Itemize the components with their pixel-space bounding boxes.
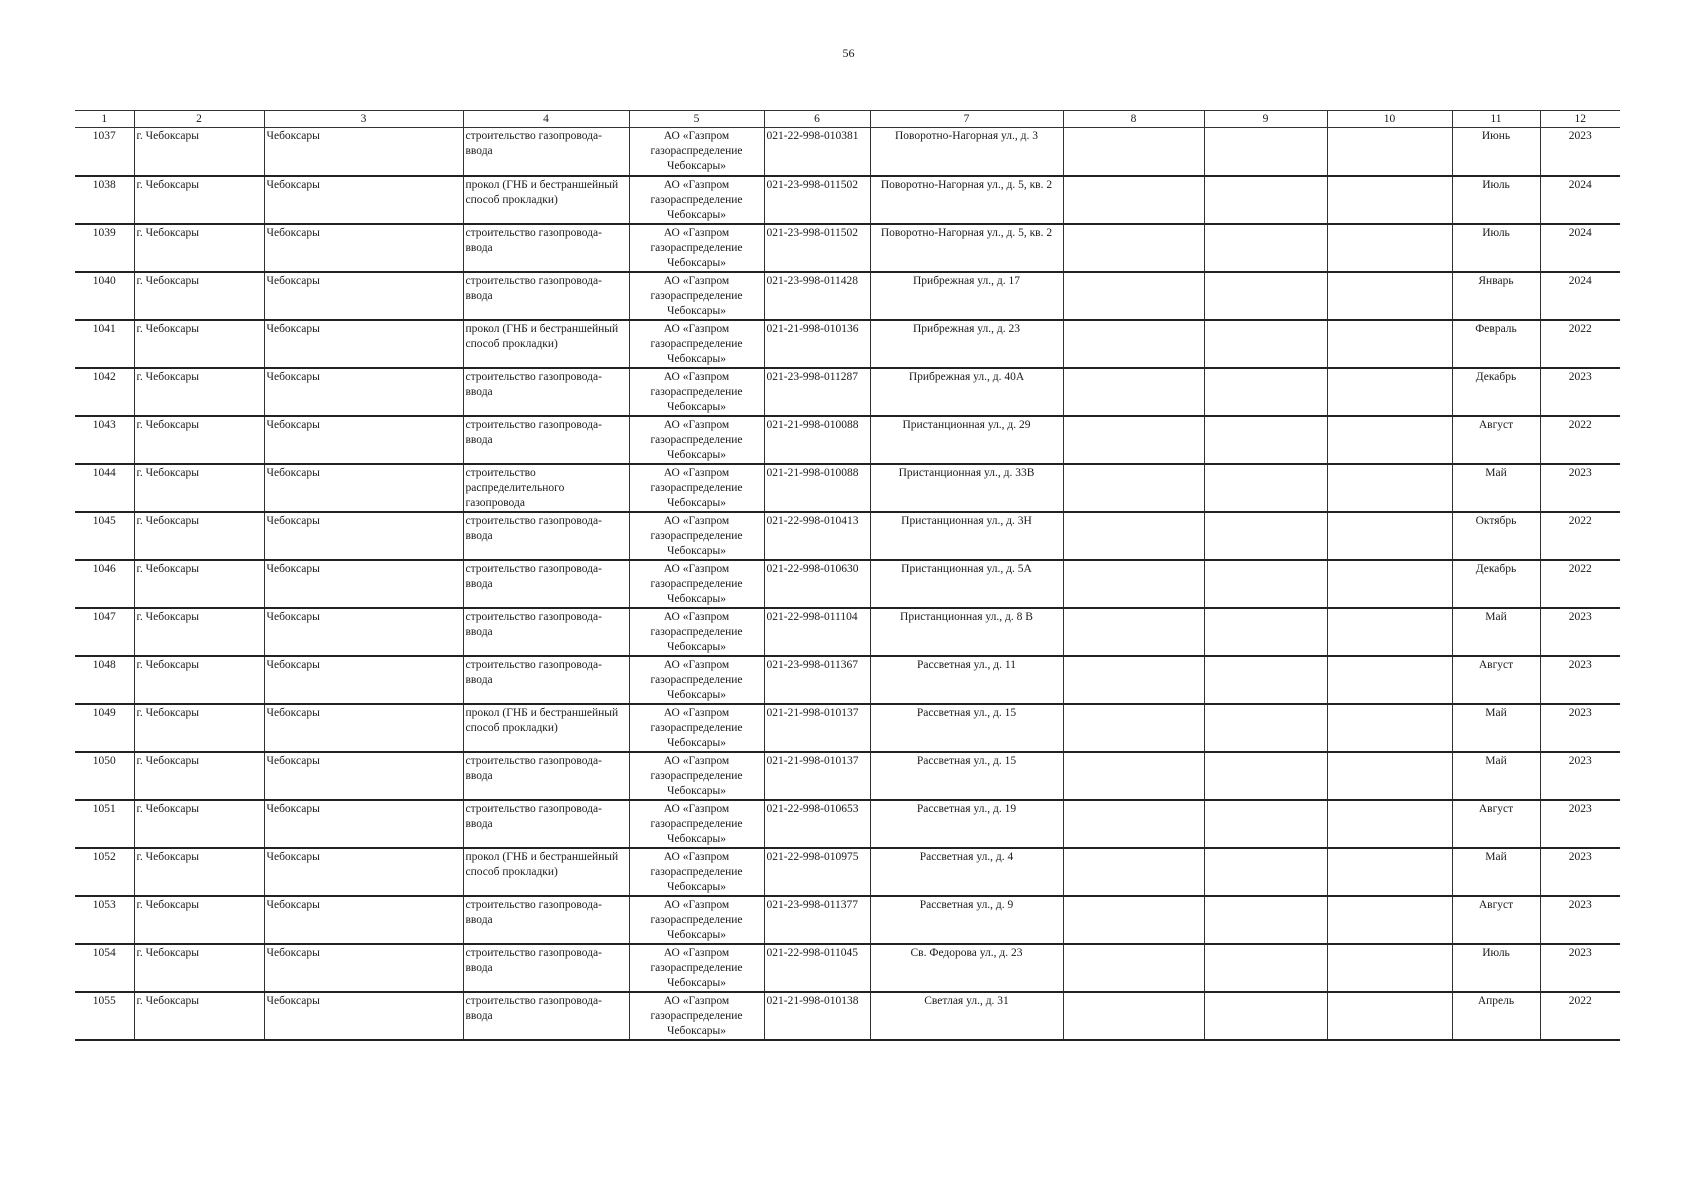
organization-cell: АО «Газпром газораспределение Чебоксары» <box>629 656 764 704</box>
area-cell: Чебоксары <box>264 800 463 848</box>
row-number: 1041 <box>75 320 134 368</box>
column-10-cell <box>1327 512 1452 560</box>
work-type-cell: строительство газопровода-ввода <box>463 416 629 464</box>
column-10-cell <box>1327 464 1452 512</box>
column-9-cell <box>1204 704 1327 752</box>
header-row <box>75 111 1620 128</box>
column-9-cell <box>1204 800 1327 848</box>
organization-cell: АО «Газпром газораспределение Чебоксары» <box>629 368 764 416</box>
month-cell: Июль <box>1452 224 1540 272</box>
column-9-cell <box>1204 512 1327 560</box>
month-cell: Декабрь <box>1452 368 1540 416</box>
year-cell: 2023 <box>1540 464 1620 512</box>
address-cell: Св. Федорова ул., д. 23 <box>870 944 1063 992</box>
address-cell: Пристанционная ул., д. 3Н <box>870 512 1063 560</box>
year-cell: 2022 <box>1540 512 1620 560</box>
work-type-cell: строительство газопровода-ввода <box>463 944 629 992</box>
table-row <box>75 512 1620 560</box>
row-number: 1042 <box>75 368 134 416</box>
column-10-cell <box>1327 608 1452 656</box>
column-header: 2 <box>134 111 264 128</box>
column-8-cell <box>1063 368 1204 416</box>
table-row <box>75 656 1620 704</box>
locality-cell: г. Чебоксары <box>134 944 264 992</box>
column-9-cell <box>1204 944 1327 992</box>
code-cell: 021-23-998-011367 <box>764 656 870 704</box>
locality-cell: г. Чебоксары <box>134 464 264 512</box>
locality-cell: г. Чебоксары <box>134 272 264 320</box>
year-cell: 2022 <box>1540 992 1620 1040</box>
code-cell: 021-21-998-010137 <box>764 752 870 800</box>
work-type-cell: строительство газопровода-ввода <box>463 800 629 848</box>
month-cell: Май <box>1452 464 1540 512</box>
code-cell: 021-22-998-011104 <box>764 608 870 656</box>
column-header: 11 <box>1452 111 1540 128</box>
organization-cell: АО «Газпром газораспределение Чебоксары» <box>629 608 764 656</box>
month-cell: Май <box>1452 704 1540 752</box>
column-8-cell <box>1063 656 1204 704</box>
code-cell: 021-21-998-010088 <box>764 416 870 464</box>
table-row <box>75 944 1620 992</box>
year-cell: 2023 <box>1540 368 1620 416</box>
code-cell: 021-23-998-011287 <box>764 368 870 416</box>
month-cell: Август <box>1452 896 1540 944</box>
work-type-cell: строительство газопровода-ввода <box>463 368 629 416</box>
year-cell: 2022 <box>1540 416 1620 464</box>
area-cell: Чебоксары <box>264 944 463 992</box>
month-cell: Декабрь <box>1452 560 1540 608</box>
locality-cell: г. Чебоксары <box>134 176 264 224</box>
column-8-cell <box>1063 800 1204 848</box>
row-number: 1044 <box>75 464 134 512</box>
area-cell: Чебоксары <box>264 320 463 368</box>
organization-cell: АО «Газпром газораспределение Чебоксары» <box>629 704 764 752</box>
code-cell: 021-21-998-010088 <box>764 464 870 512</box>
row-number: 1043 <box>75 416 134 464</box>
column-10-cell <box>1327 848 1452 896</box>
work-type-cell: строительство газопровода-ввода <box>463 752 629 800</box>
column-10-cell <box>1327 992 1452 1040</box>
address-cell: Светлая ул., д. 31 <box>870 992 1063 1040</box>
column-header: 1 <box>75 111 134 128</box>
area-cell: Чебоксары <box>264 704 463 752</box>
column-10-cell <box>1327 560 1452 608</box>
column-10-cell <box>1327 704 1452 752</box>
area-cell: Чебоксары <box>264 608 463 656</box>
year-cell: 2022 <box>1540 560 1620 608</box>
address-cell: Рассветная ул., д. 4 <box>870 848 1063 896</box>
row-number: 1053 <box>75 896 134 944</box>
column-8-cell <box>1063 176 1204 224</box>
column-header: 4 <box>463 111 629 128</box>
column-header: 8 <box>1063 111 1204 128</box>
work-type-cell: прокол (ГНБ и бестраншейный способ прокладки) <box>463 176 629 224</box>
code-cell: 021-22-998-010413 <box>764 512 870 560</box>
locality-cell: г. Чебоксары <box>134 416 264 464</box>
address-cell: Пристанционная ул., д. 5А <box>870 560 1063 608</box>
column-10-cell <box>1327 944 1452 992</box>
table-row <box>75 368 1620 416</box>
column-9-cell <box>1204 320 1327 368</box>
month-cell: Август <box>1452 800 1540 848</box>
area-cell: Чебоксары <box>264 224 463 272</box>
month-cell: Июль <box>1452 944 1540 992</box>
address-cell: Рассветная ул., д. 19 <box>870 800 1063 848</box>
row-number: 1047 <box>75 608 134 656</box>
organization-cell: АО «Газпром газораспределение Чебоксары» <box>629 560 764 608</box>
address-cell: Прибрежная ул., д. 17 <box>870 272 1063 320</box>
column-9-cell <box>1204 416 1327 464</box>
row-number: 1040 <box>75 272 134 320</box>
code-cell: 021-23-998-011502 <box>764 176 870 224</box>
code-cell: 021-21-998-010138 <box>764 992 870 1040</box>
table-body <box>75 128 1620 1040</box>
row-number: 1038 <box>75 176 134 224</box>
column-8-cell <box>1063 944 1204 992</box>
year-cell: 2023 <box>1540 800 1620 848</box>
code-cell: 021-22-998-010975 <box>764 848 870 896</box>
column-header: 5 <box>629 111 764 128</box>
column-header: 6 <box>764 111 870 128</box>
organization-cell: АО «Газпром газораспределение Чебоксары» <box>629 224 764 272</box>
table-row <box>75 560 1620 608</box>
year-cell: 2023 <box>1540 944 1620 992</box>
organization-cell: АО «Газпром газораспределение Чебоксары» <box>629 416 764 464</box>
table-row <box>75 272 1620 320</box>
table-row <box>75 224 1620 272</box>
column-9-cell <box>1204 128 1327 176</box>
address-cell: Прибрежная ул., д. 23 <box>870 320 1063 368</box>
area-cell: Чебоксары <box>264 848 463 896</box>
month-cell: Июнь <box>1452 128 1540 176</box>
column-header: 7 <box>870 111 1063 128</box>
year-cell: 2023 <box>1540 704 1620 752</box>
work-type-cell: строительство газопровода-ввода <box>463 896 629 944</box>
month-cell: Май <box>1452 752 1540 800</box>
column-8-cell <box>1063 512 1204 560</box>
column-header: 3 <box>264 111 463 128</box>
column-header: 12 <box>1540 111 1620 128</box>
column-8-cell <box>1063 128 1204 176</box>
code-cell: 021-22-998-010630 <box>764 560 870 608</box>
column-9-cell <box>1204 368 1327 416</box>
column-8-cell <box>1063 608 1204 656</box>
column-header: 9 <box>1204 111 1327 128</box>
address-cell: Рассветная ул., д. 15 <box>870 704 1063 752</box>
organization-cell: АО «Газпром газораспределение Чебоксары» <box>629 992 764 1040</box>
year-cell: 2023 <box>1540 896 1620 944</box>
column-9-cell <box>1204 608 1327 656</box>
table-row <box>75 896 1620 944</box>
work-type-cell: прокол (ГНБ и бестраншейный способ прокладки) <box>463 704 629 752</box>
month-cell: Апрель <box>1452 992 1540 1040</box>
code-cell: 021-21-998-010136 <box>764 320 870 368</box>
work-type-cell: строительство газопровода-ввода <box>463 512 629 560</box>
code-cell: 021-21-998-010137 <box>764 704 870 752</box>
column-10-cell <box>1327 752 1452 800</box>
locality-cell: г. Чебоксары <box>134 704 264 752</box>
area-cell: Чебоксары <box>264 368 463 416</box>
table-row <box>75 320 1620 368</box>
row-number: 1052 <box>75 848 134 896</box>
locality-cell: г. Чебоксары <box>134 368 264 416</box>
column-8-cell <box>1063 992 1204 1040</box>
column-8-cell <box>1063 464 1204 512</box>
locality-cell: г. Чебоксары <box>134 896 264 944</box>
organization-cell: АО «Газпром газораспределение Чебоксары» <box>629 512 764 560</box>
month-cell: Май <box>1452 608 1540 656</box>
year-cell: 2024 <box>1540 224 1620 272</box>
address-cell: Рассветная ул., д. 9 <box>870 896 1063 944</box>
column-8-cell <box>1063 272 1204 320</box>
row-number: 1054 <box>75 944 134 992</box>
organization-cell: АО «Газпром газораспределение Чебоксары» <box>629 800 764 848</box>
work-type-cell: строительство газопровода-ввода <box>463 560 629 608</box>
month-cell: Октябрь <box>1452 512 1540 560</box>
column-10-cell <box>1327 800 1452 848</box>
organization-cell: АО «Газпром газораспределение Чебоксары» <box>629 128 764 176</box>
column-9-cell <box>1204 896 1327 944</box>
row-number: 1046 <box>75 560 134 608</box>
column-8-cell <box>1063 752 1204 800</box>
row-number: 1051 <box>75 800 134 848</box>
code-cell: 021-22-998-010381 <box>764 128 870 176</box>
column-8-cell <box>1063 848 1204 896</box>
locality-cell: г. Чебоксары <box>134 992 264 1040</box>
table-row <box>75 752 1620 800</box>
address-cell: Пристанционная ул., д. 8 В <box>870 608 1063 656</box>
work-type-cell: строительство газопровода-ввода <box>463 128 629 176</box>
work-type-cell: прокол (ГНБ и бестраншейный способ прокладки) <box>463 320 629 368</box>
area-cell: Чебоксары <box>264 752 463 800</box>
column-8-cell <box>1063 320 1204 368</box>
column-8-cell <box>1063 704 1204 752</box>
row-number: 1037 <box>75 128 134 176</box>
year-cell: 2023 <box>1540 752 1620 800</box>
locality-cell: г. Чебоксары <box>134 512 264 560</box>
organization-cell: АО «Газпром газораспределение Чебоксары» <box>629 944 764 992</box>
column-9-cell <box>1204 560 1327 608</box>
table-row <box>75 416 1620 464</box>
column-9-cell <box>1204 848 1327 896</box>
year-cell: 2023 <box>1540 656 1620 704</box>
work-type-cell: строительство газопровода-ввода <box>463 992 629 1040</box>
address-cell: Поворотно-Нагорная ул., д. 5, кв. 2 <box>870 224 1063 272</box>
work-type-cell: прокол (ГНБ и бестраншейный способ прокладки) <box>463 848 629 896</box>
row-number: 1045 <box>75 512 134 560</box>
work-type-cell: строительство распределительного газопровода <box>463 464 629 512</box>
column-9-cell <box>1204 224 1327 272</box>
area-cell: Чебоксары <box>264 896 463 944</box>
table-row <box>75 800 1620 848</box>
locality-cell: г. Чебоксары <box>134 800 264 848</box>
work-type-cell: строительство газопровода-ввода <box>463 656 629 704</box>
column-9-cell <box>1204 752 1327 800</box>
area-cell: Чебоксары <box>264 128 463 176</box>
code-cell: 021-22-998-011045 <box>764 944 870 992</box>
locality-cell: г. Чебоксары <box>134 224 264 272</box>
column-10-cell <box>1327 416 1452 464</box>
organization-cell: АО «Газпром газораспределение Чебоксары» <box>629 896 764 944</box>
code-cell: 021-22-998-010653 <box>764 800 870 848</box>
row-number: 1039 <box>75 224 134 272</box>
table-row <box>75 608 1620 656</box>
column-9-cell <box>1204 464 1327 512</box>
area-cell: Чебоксары <box>264 416 463 464</box>
month-cell: Июль <box>1452 176 1540 224</box>
table-row <box>75 128 1620 176</box>
table-row <box>75 464 1620 512</box>
month-cell: Август <box>1452 656 1540 704</box>
column-8-cell <box>1063 224 1204 272</box>
year-cell: 2022 <box>1540 320 1620 368</box>
table-row <box>75 848 1620 896</box>
month-cell: Январь <box>1452 272 1540 320</box>
year-cell: 2023 <box>1540 848 1620 896</box>
locality-cell: г. Чебоксары <box>134 560 264 608</box>
table-row <box>75 176 1620 224</box>
code-cell: 021-23-998-011502 <box>764 224 870 272</box>
address-cell: Рассветная ул., д. 11 <box>870 656 1063 704</box>
year-cell: 2024 <box>1540 176 1620 224</box>
table-header <box>75 111 1620 128</box>
column-9-cell <box>1204 992 1327 1040</box>
organization-cell: АО «Газпром газораспределение Чебоксары» <box>629 464 764 512</box>
month-cell: Февраль <box>1452 320 1540 368</box>
work-type-cell: строительство газопровода-ввода <box>463 224 629 272</box>
code-cell: 021-23-998-011377 <box>764 896 870 944</box>
area-cell: Чебоксары <box>264 656 463 704</box>
area-cell: Чебоксары <box>264 560 463 608</box>
column-9-cell <box>1204 656 1327 704</box>
month-cell: Май <box>1452 848 1540 896</box>
locality-cell: г. Чебоксары <box>134 848 264 896</box>
organization-cell: АО «Газпром газораспределение Чебоксары» <box>629 848 764 896</box>
table-row <box>75 992 1620 1040</box>
year-cell: 2024 <box>1540 272 1620 320</box>
work-type-cell: строительство газопровода-ввода <box>463 272 629 320</box>
column-10-cell <box>1327 656 1452 704</box>
organization-cell: АО «Газпром газораспределение Чебоксары» <box>629 320 764 368</box>
locality-cell: г. Чебоксары <box>134 752 264 800</box>
organization-cell: АО «Газпром газораспределение Чебоксары» <box>629 752 764 800</box>
register-table <box>75 110 1620 1041</box>
year-cell: 2023 <box>1540 128 1620 176</box>
column-10-cell <box>1327 320 1452 368</box>
locality-cell: г. Чебоксары <box>134 128 264 176</box>
row-number: 1055 <box>75 992 134 1040</box>
column-10-cell <box>1327 224 1452 272</box>
address-cell: Рассветная ул., д. 15 <box>870 752 1063 800</box>
area-cell: Чебоксары <box>264 176 463 224</box>
code-cell: 021-23-998-011428 <box>764 272 870 320</box>
column-10-cell <box>1327 368 1452 416</box>
address-cell: Пристанционная ул., д. 33В <box>870 464 1063 512</box>
locality-cell: г. Чебоксары <box>134 608 264 656</box>
locality-cell: г. Чебоксары <box>134 320 264 368</box>
column-header: 10 <box>1327 111 1452 128</box>
address-cell: Поворотно-Нагорная ул., д. 3 <box>870 128 1063 176</box>
area-cell: Чебоксары <box>264 464 463 512</box>
organization-cell: АО «Газпром газораспределение Чебоксары» <box>629 176 764 224</box>
area-cell: Чебоксары <box>264 512 463 560</box>
address-cell: Поворотно-Нагорная ул., д. 5, кв. 2 <box>870 176 1063 224</box>
work-type-cell: строительство газопровода-ввода <box>463 608 629 656</box>
row-number: 1049 <box>75 704 134 752</box>
address-cell: Прибрежная ул., д. 40А <box>870 368 1063 416</box>
organization-cell: АО «Газпром газораспределение Чебоксары» <box>629 272 764 320</box>
row-number: 1050 <box>75 752 134 800</box>
column-8-cell <box>1063 560 1204 608</box>
address-cell: Пристанционная ул., д. 29 <box>870 416 1063 464</box>
column-8-cell <box>1063 416 1204 464</box>
table-row <box>75 704 1620 752</box>
page-number: 56 <box>842 46 855 60</box>
locality-cell: г. Чебоксары <box>134 656 264 704</box>
column-10-cell <box>1327 128 1452 176</box>
area-cell: Чебоксары <box>264 272 463 320</box>
area-cell: Чебоксары <box>264 992 463 1040</box>
row-number: 1048 <box>75 656 134 704</box>
column-10-cell <box>1327 272 1452 320</box>
column-9-cell <box>1204 176 1327 224</box>
year-cell: 2023 <box>1540 608 1620 656</box>
month-cell: Август <box>1452 416 1540 464</box>
column-10-cell <box>1327 176 1452 224</box>
column-8-cell <box>1063 896 1204 944</box>
column-10-cell <box>1327 896 1452 944</box>
column-9-cell <box>1204 272 1327 320</box>
